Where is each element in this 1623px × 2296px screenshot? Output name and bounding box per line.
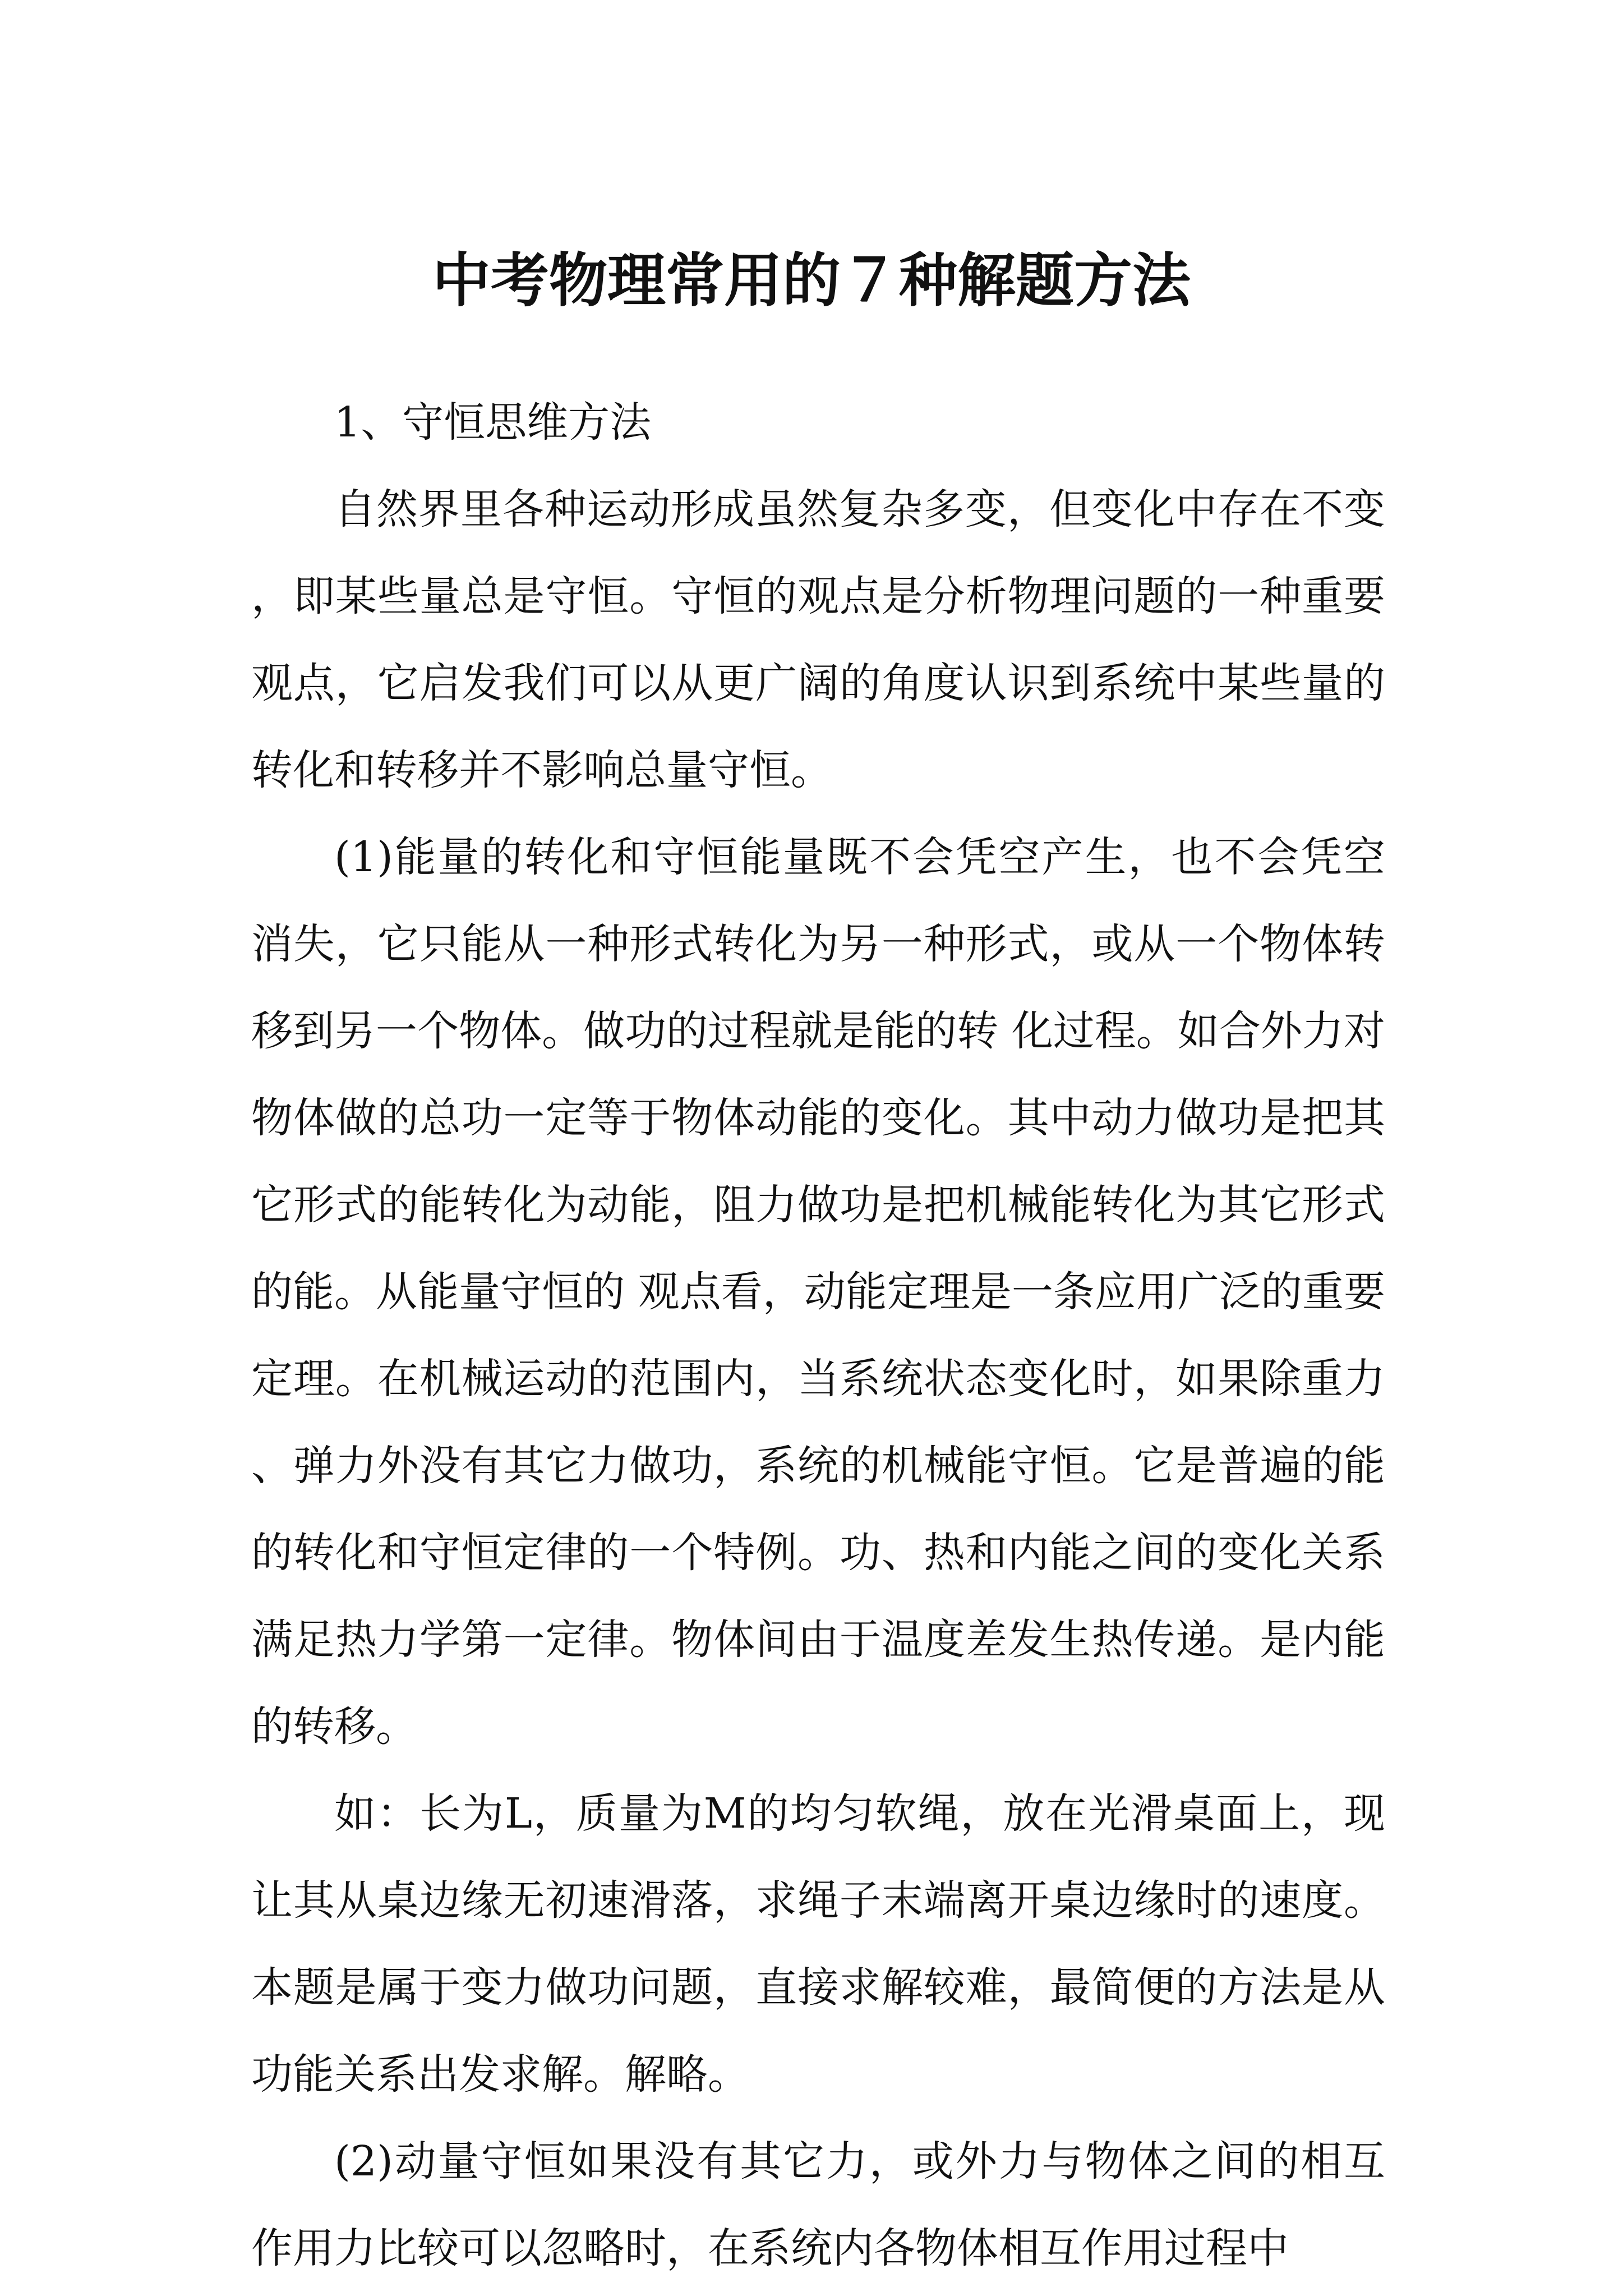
paragraph: (2)动量守恒如果没有其它力，或外力与物体之间的相互作用力比较可以忽略时，在系统内各物体相互作用过程中 — [251, 2137, 1385, 2272]
paragraph: 如：长为L，质量为M的均匀软绳，放在光滑桌面上，现让其从桌边缘无初速滑落，求绳子末端离开桌边缘时的速度。本题是属于变力做功问题，直接求解较难，最简便的方法是从功能关系出发求解。解略。 — [251, 1789, 1385, 2099]
paragraph: (1)能量的转化和守恒能量既不会凭空产生，也不会凭空消失，它只能从一种形式转化为另一种形式，或从一个物体转移到另一个物体。做功的过程就是能的转 化过程。如合外力对物体做的总功一定等于物体动能的变化。其中动力做功是把其它形式的能转化为动能，阻力做功是把机械能转化为其它形式的能。从能量守恒的 观点看，动能定理是一条应用广泛的重要定理。在机械运动的范围内，当系统状态变化时，如果除重力、弹力外没有其它力做功，系统的机械能守恒。它是普遍的能 的转化和守恒定律的一个特例。功、热和内能之间的变化关系满足热力学第一定律。物体间由于温度差发生热传递。是内能的转移。 — [251, 833, 1385, 1751]
paragraph: 自然界里各种运动形成虽然复杂多变，但变化中存在不变，即某些量总是守恒。守恒的观点是分析物理问题的一种重要观点，它启发我们可以从更广阔的角度认识到系统中某些量的转化和转移并不影响总量守恒。 — [251, 485, 1385, 794]
document-title: 中考物理常用的７种解题方法 — [432, 245, 1191, 315]
section-heading: 1、守恒思维方法 — [334, 398, 652, 447]
document-body — [251, 379, 1385, 2292]
